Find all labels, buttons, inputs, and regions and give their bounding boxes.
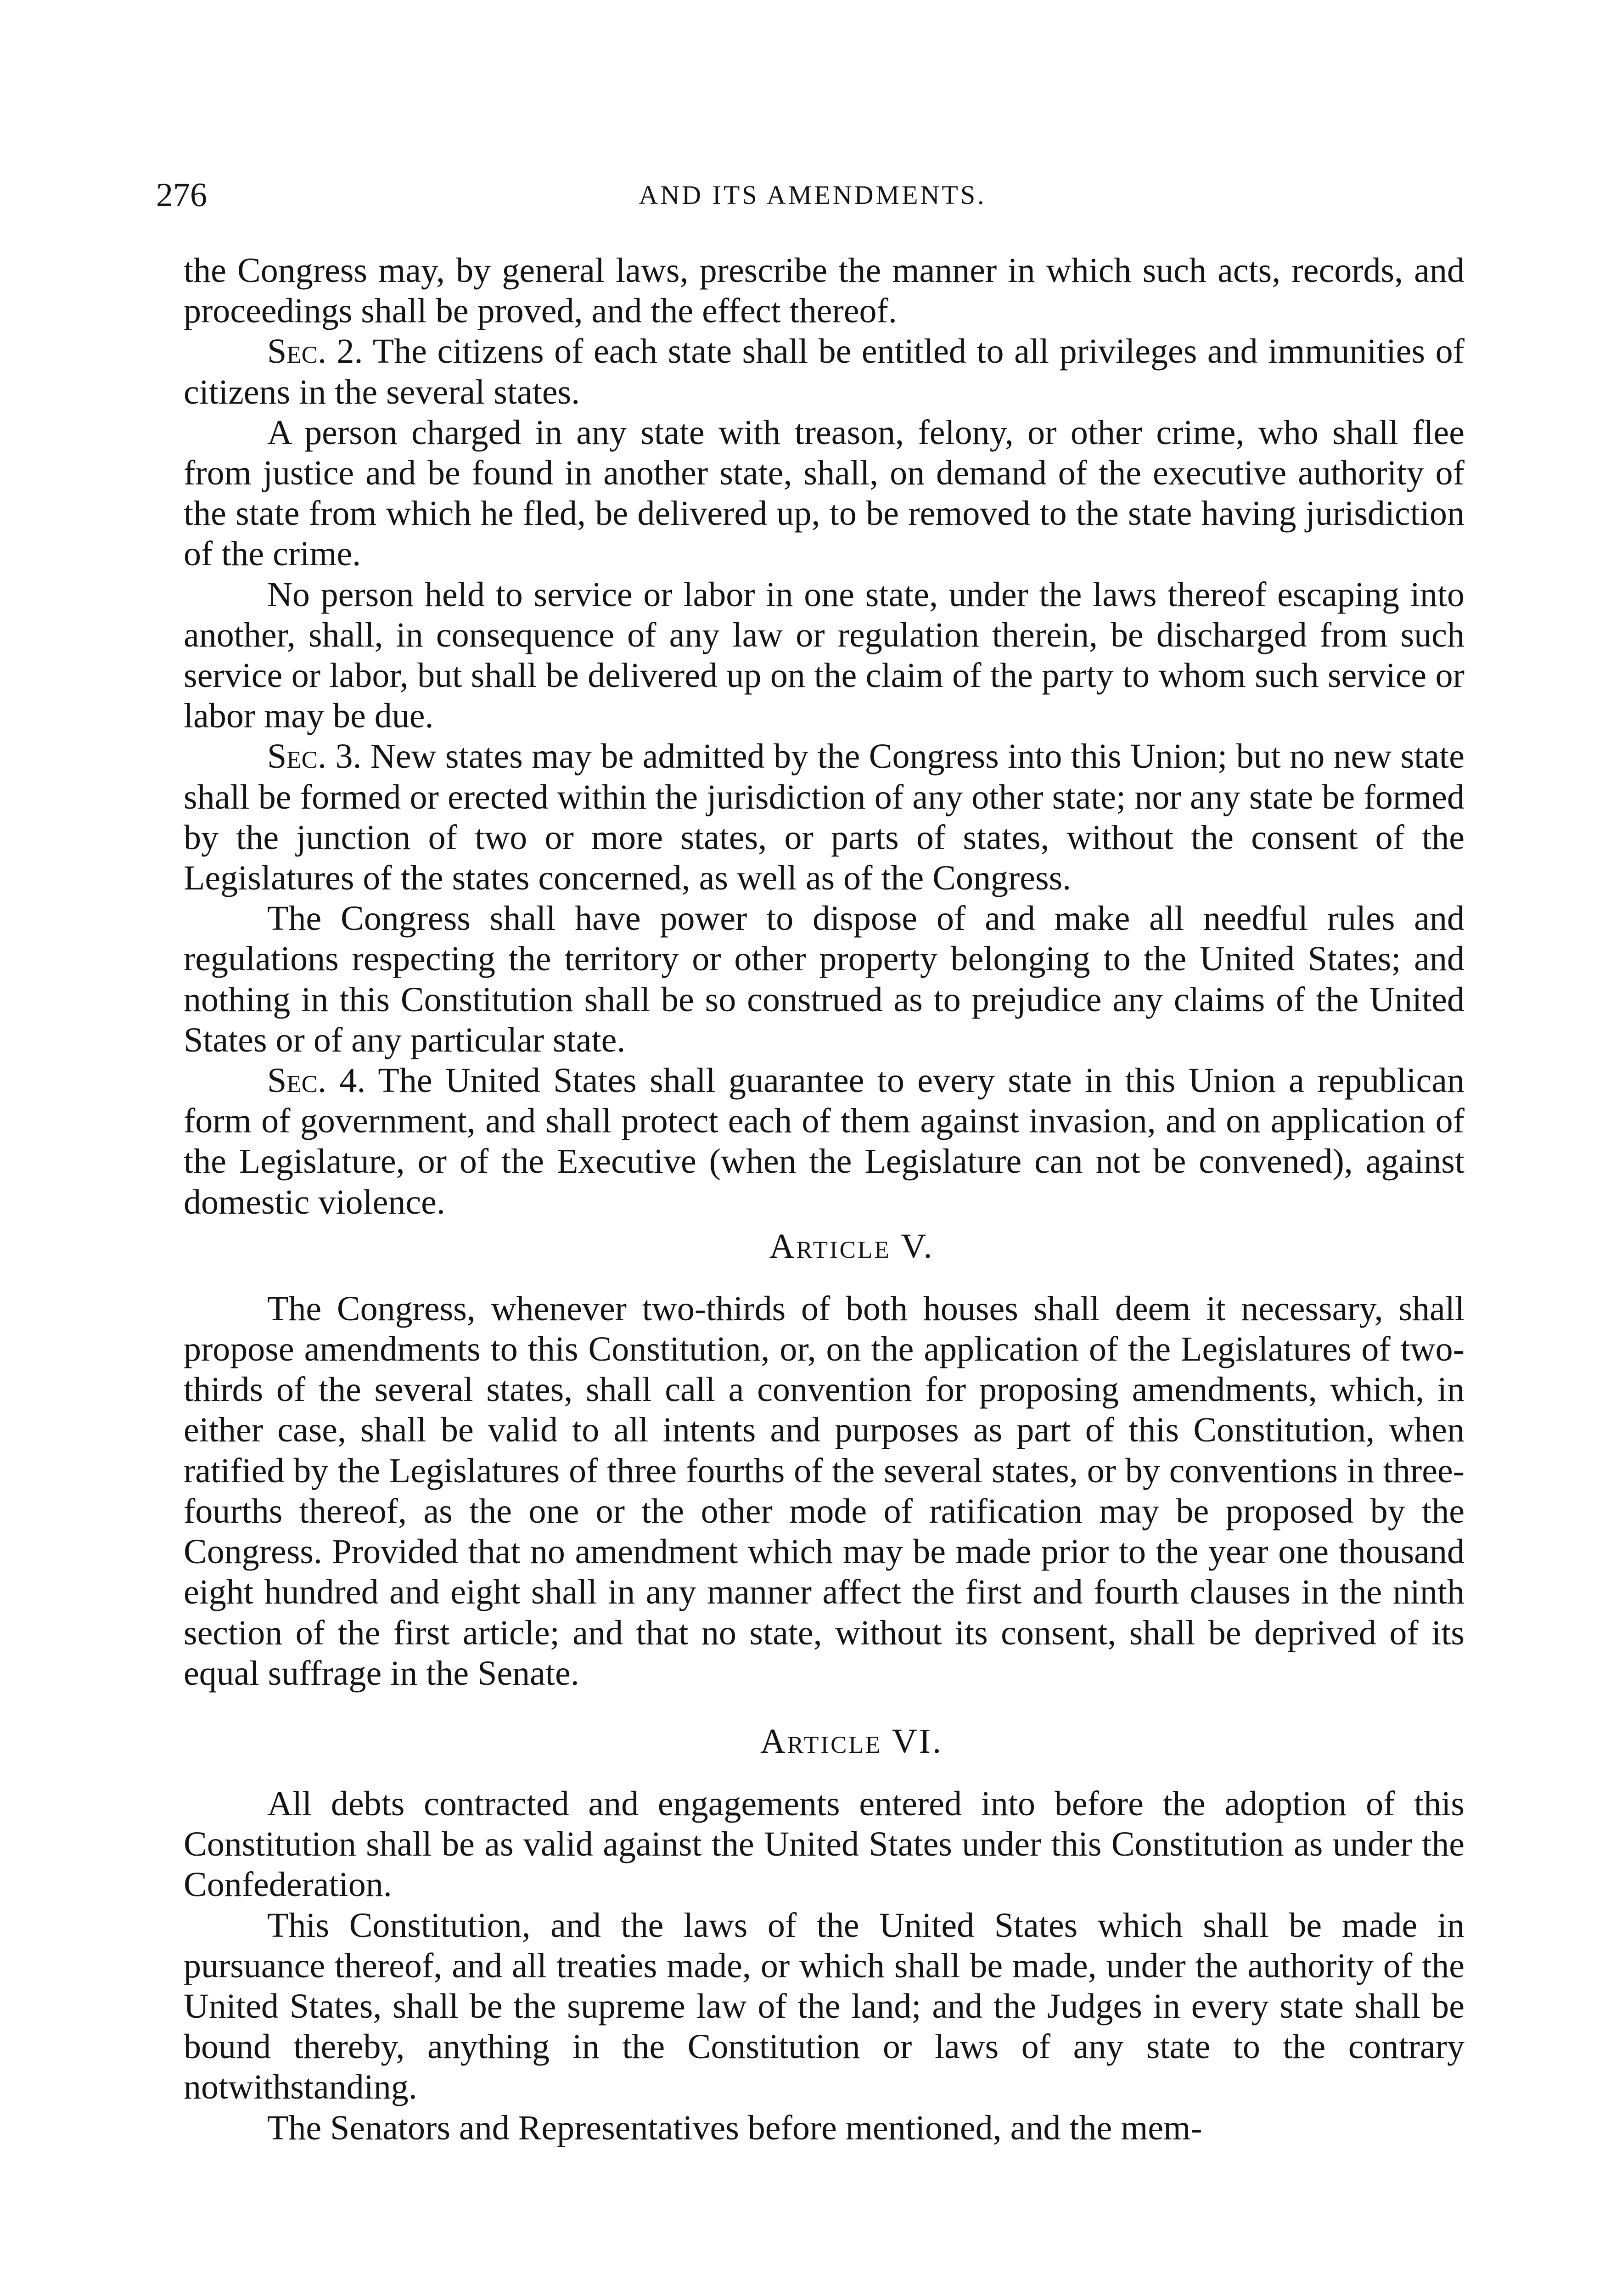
paragraph: the Congress may, by general laws, prescribe the manner in which such acts, records, and proceedings shall be proved, and the effect thereof. [184,251,1464,331]
paragraph: All debts contracted and engagements entered into before the adoption of this Constitution shall be as valid against the United States under this Constitution as under the Confederation. [184,1784,1464,1904]
article-heading: Article VI. [760,1722,943,1761]
paragraph-text: The citizens of each state shall be entitled to all privileges and immunities of citizens in the several states. [184,332,1464,411]
paragraph: No person held to service or labor in one state, under the laws thereof escaping into another, shall, in consequence of any law or regulation therein, be discharged from such service or labor, but shall be delivered up on the claim of the party to whom such service or labor may be due. [184,575,1464,736]
section-label: Sec. 4. [267,1061,366,1100]
section-label: Sec. 2. [267,332,363,371]
paragraph: The Congress shall have power to dispose of and make all needful rules and regulations respecting the territory or other property belonging to the United States; and nothing in this Constitution shall be so construed as to prejudice any claims of the United States or of any particular state. [184,899,1464,1059]
section-label: Sec. 3. [267,737,362,776]
paragraph: A person charged in any state with treason, felony, or other crime, who shall flee from justice and be found in another state, shall, on demand of the executive authority of the state from which he fled, be delivered up, to be removed to the state having jurisdiction of the crime. [184,413,1464,574]
paragraph: The Congress, whenever two-thirds of both houses shall deem it necessary, shall propose amendments to this Constitution, or, on the application of the Legislatures of two-thirds of the several states, shall call a convention for proposing amendments, which, in either case, shall be valid to all intents and purposes as part of this Constitution, when ratified by the Legislatures of three fourths of the several states, or by conventions in three-fourths thereof, as the one or the other mode of ratification may be proposed by the Congress. Provided that no amendment which may be made prior to the year one thousand eight hundred and eight shall in any manner affect the first and fourth clauses in the ninth section of the first article; and that no state, without its consent, shall be deprived of its equal suffrage in the Senate. [184,1289,1464,1693]
paragraph [184,736,1464,898]
paragraph-text: New states may be admitted by the Congress into this Union; but no new state shall be formed or erected within the jurisdiction of any other state; nor any state be formed by the junction of two or more states, or parts of states, without the consent of the Legislatures of the states concerned, as well as of the Congress. [184,737,1464,898]
page-body [184,250,1464,2148]
paragraph-text: The United States shall guarantee to every state in this Union a republican form of government, and shall protect each of them against invasion, and on application of the Legislature, or of the Executive (when the Legislature can not be convened), against domestic violence. [184,1061,1464,1221]
paragraph: This Constitution, and the laws of the United States which shall be made in pursuance thereof, and all treaties made, or which shall be made, under the authority of the United States, shall be the supreme law of the land; and the Judges in every state shall be bound thereby, anything in the Constitution or laws of any state to the contrary notwithstanding. [184,1906,1464,2107]
page-number: 276 [156,176,207,214]
paragraph [184,1060,1464,1222]
paragraph [184,331,1464,412]
paragraph: The Senators and Representatives before mentioned, and the mem- [267,2108,1202,2147]
article-heading: Article V. [769,1227,934,1266]
running-head: AND ITS AMENDMENTS. [639,180,987,210]
page-header [156,170,1469,220]
